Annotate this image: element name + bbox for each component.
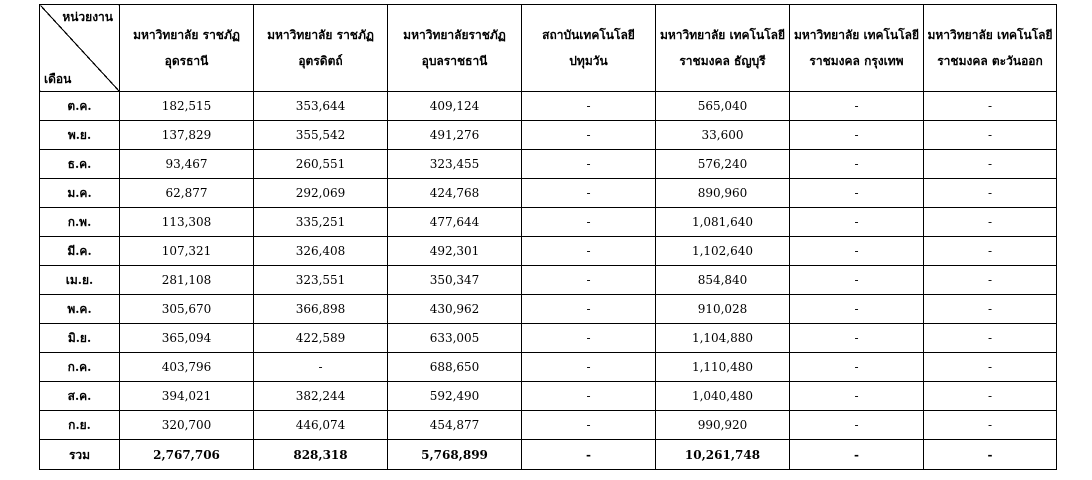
value-cell: - — [790, 237, 924, 266]
total-value-cell: 5,768,899 — [388, 440, 522, 470]
value-cell: - — [790, 121, 924, 150]
table-row — [40, 266, 1057, 295]
total-value-cell: - — [790, 440, 924, 470]
value-cell: 93,467 — [120, 150, 254, 179]
value-cell: 424,768 — [388, 179, 522, 208]
column-header: มหาวิทยาลัย เทคโนโลยีราชมงคล ธัญบุรี — [656, 5, 790, 92]
value-cell: - — [522, 353, 656, 382]
table-row — [40, 237, 1057, 266]
value-cell: 113,308 — [120, 208, 254, 237]
value-cell: 565,040 — [656, 92, 790, 121]
month-cell: ต.ค. — [40, 92, 120, 121]
value-cell: - — [790, 266, 924, 295]
value-cell: - — [522, 266, 656, 295]
month-cell: ก.ค. — [40, 353, 120, 382]
value-cell: 492,301 — [388, 237, 522, 266]
month-cell: เม.ย. — [40, 266, 120, 295]
column-header: มหาวิทยาลัย ราชภัฏอุตรดิตถ์ — [254, 5, 388, 92]
value-cell: 137,829 — [120, 121, 254, 150]
table-row — [40, 150, 1057, 179]
value-cell: - — [790, 179, 924, 208]
month-cell: ส.ค. — [40, 382, 120, 411]
value-cell: 446,074 — [254, 411, 388, 440]
month-cell: มี.ค. — [40, 237, 120, 266]
value-cell: 323,455 — [388, 150, 522, 179]
value-cell: - — [522, 295, 656, 324]
column-header: มหาวิทยาลัย เทคโนโลยีราชมงคล ตะวันออก — [924, 5, 1057, 92]
value-cell: - — [924, 382, 1057, 411]
month-cell: ก.ย. — [40, 411, 120, 440]
table-row — [40, 324, 1057, 353]
table-row — [40, 411, 1057, 440]
month-cell: พ.ค. — [40, 295, 120, 324]
table-row — [40, 295, 1057, 324]
value-cell: - — [924, 92, 1057, 121]
value-cell: - — [522, 411, 656, 440]
value-cell: - — [924, 353, 1057, 382]
value-cell: - — [924, 324, 1057, 353]
value-cell: - — [522, 237, 656, 266]
value-cell: 62,877 — [120, 179, 254, 208]
value-cell: 366,898 — [254, 295, 388, 324]
value-cell: 454,877 — [388, 411, 522, 440]
month-cell: พ.ย. — [40, 121, 120, 150]
value-cell: - — [790, 324, 924, 353]
month-cell: ก.พ. — [40, 208, 120, 237]
month-cell: ม.ค. — [40, 179, 120, 208]
value-cell: - — [522, 150, 656, 179]
value-cell: - — [790, 382, 924, 411]
total-row — [40, 440, 1057, 470]
value-cell: 592,490 — [388, 382, 522, 411]
column-header: สถาบันเทคโนโลยี ปทุมวัน — [522, 5, 656, 92]
value-cell: 292,069 — [254, 179, 388, 208]
value-cell: 365,094 — [120, 324, 254, 353]
value-cell: 403,796 — [120, 353, 254, 382]
value-cell: - — [254, 353, 388, 382]
month-cell: ธ.ค. — [40, 150, 120, 179]
value-cell: - — [522, 324, 656, 353]
value-cell: 353,644 — [254, 92, 388, 121]
value-cell: 326,408 — [254, 237, 388, 266]
total-value-cell: - — [522, 440, 656, 470]
value-cell: - — [790, 150, 924, 179]
month-axis-label: เดือน — [44, 72, 72, 86]
value-cell: - — [522, 92, 656, 121]
value-cell: - — [790, 295, 924, 324]
value-cell: 910,028 — [656, 295, 790, 324]
data-table-container — [39, 4, 1057, 470]
table-row — [40, 353, 1057, 382]
total-value-cell: 828,318 — [254, 440, 388, 470]
value-cell: 990,920 — [656, 411, 790, 440]
value-cell: - — [924, 179, 1057, 208]
value-cell: - — [924, 411, 1057, 440]
table-row — [40, 208, 1057, 237]
value-cell: - — [924, 295, 1057, 324]
table-row — [40, 179, 1057, 208]
value-cell: 281,108 — [120, 266, 254, 295]
value-cell: 1,040,480 — [656, 382, 790, 411]
value-cell: 350,347 — [388, 266, 522, 295]
value-cell: 323,551 — [254, 266, 388, 295]
value-cell: 305,670 — [120, 295, 254, 324]
value-cell: - — [790, 208, 924, 237]
month-cell: มิ.ย. — [40, 324, 120, 353]
value-cell: 422,589 — [254, 324, 388, 353]
total-value-cell: 10,261,748 — [656, 440, 790, 470]
expenditure-table — [39, 4, 1057, 470]
value-cell: 688,650 — [388, 353, 522, 382]
value-cell: 355,542 — [254, 121, 388, 150]
value-cell: 890,960 — [656, 179, 790, 208]
value-cell: 320,700 — [120, 411, 254, 440]
value-cell: 335,251 — [254, 208, 388, 237]
value-cell: - — [522, 382, 656, 411]
value-cell: - — [924, 121, 1057, 150]
value-cell: 1,104,880 — [656, 324, 790, 353]
value-cell: 477,644 — [388, 208, 522, 237]
value-cell: 182,515 — [120, 92, 254, 121]
value-cell: - — [790, 353, 924, 382]
value-cell: - — [924, 266, 1057, 295]
value-cell: 430,962 — [388, 295, 522, 324]
column-header: มหาวิทยาลัยราชภัฏ อุบลราชธานี — [388, 5, 522, 92]
value-cell: - — [924, 150, 1057, 179]
corner-header-cell — [40, 5, 120, 92]
value-cell: - — [790, 92, 924, 121]
value-cell: 1,102,640 — [656, 237, 790, 266]
value-cell: 633,005 — [388, 324, 522, 353]
table-row — [40, 121, 1057, 150]
value-cell: - — [790, 411, 924, 440]
total-value-cell: 2,767,706 — [120, 440, 254, 470]
value-cell: - — [522, 121, 656, 150]
table-row — [40, 92, 1057, 121]
column-header: มหาวิทยาลัย ราชภัฏอุดรธานี — [120, 5, 254, 92]
header-row — [40, 5, 1057, 92]
value-cell: 854,840 — [656, 266, 790, 295]
total-label-cell: รวม — [40, 440, 120, 470]
value-cell: - — [924, 208, 1057, 237]
value-cell: 107,321 — [120, 237, 254, 266]
value-cell: - — [522, 208, 656, 237]
value-cell: 491,276 — [388, 121, 522, 150]
unit-axis-label: หน่วยงาน — [62, 10, 113, 24]
value-cell: 1,110,480 — [656, 353, 790, 382]
table-row — [40, 382, 1057, 411]
value-cell: 1,081,640 — [656, 208, 790, 237]
value-cell: - — [924, 237, 1057, 266]
value-cell: 382,244 — [254, 382, 388, 411]
table-body — [40, 92, 1057, 470]
value-cell: - — [522, 179, 656, 208]
value-cell: 33,600 — [656, 121, 790, 150]
value-cell: 409,124 — [388, 92, 522, 121]
column-header: มหาวิทยาลัย เทคโนโลยีราชมงคล กรุงเทพ — [790, 5, 924, 92]
total-value-cell: - — [924, 440, 1057, 470]
value-cell: 260,551 — [254, 150, 388, 179]
value-cell: 576,240 — [656, 150, 790, 179]
value-cell: 394,021 — [120, 382, 254, 411]
